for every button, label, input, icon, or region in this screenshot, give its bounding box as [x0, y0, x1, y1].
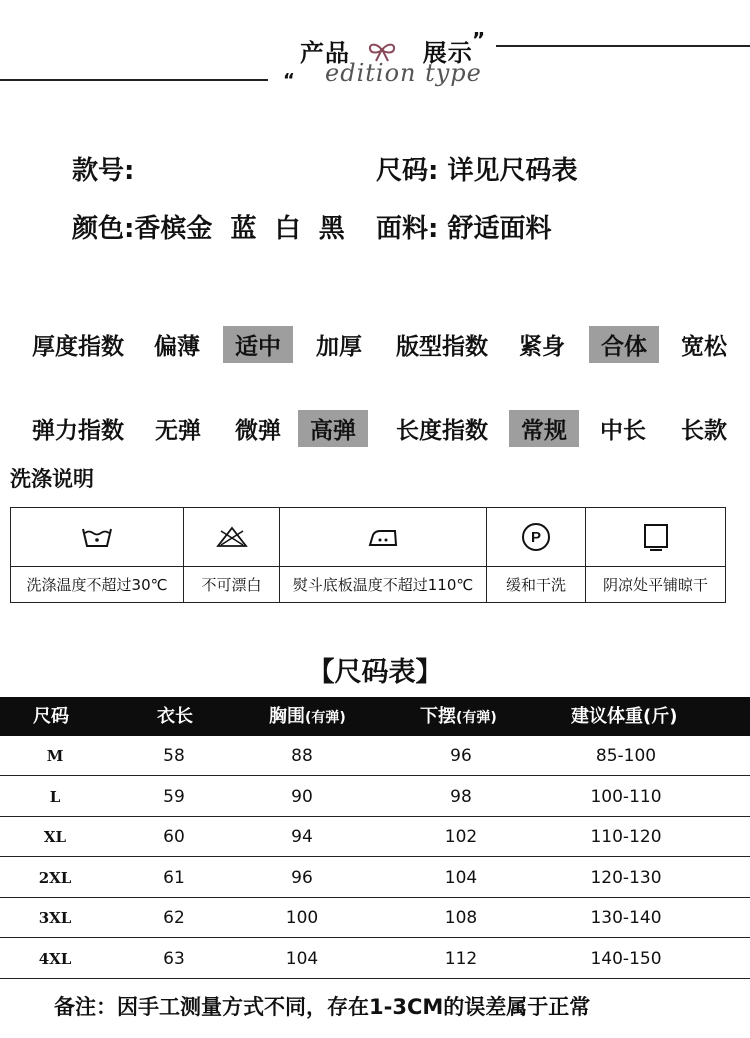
header-title-right: 展示	[422, 39, 473, 67]
cell-chest: 90	[291, 786, 313, 807]
care-title: 洗涤说明	[10, 467, 94, 491]
care-cell-wash	[11, 508, 184, 602]
table-row	[0, 817, 750, 857]
fabric-info	[376, 208, 551, 245]
cell-chest: 96	[291, 867, 313, 888]
table-row	[0, 736, 750, 776]
header-script-text: edition type	[325, 59, 482, 87]
fabric-info-label: 面料:	[376, 214, 439, 244]
size-info-value: 详见尺码表	[447, 156, 578, 186]
cell-size: 2XL	[38, 868, 72, 887]
cell-length: 62	[163, 908, 185, 928]
cell-size: 4XL	[38, 949, 72, 968]
header-hem	[420, 697, 497, 736]
hand-wash-icon	[11, 508, 183, 567]
color-info-label: 颜色:	[72, 214, 135, 244]
elasticity-option-none: 无弹	[155, 418, 201, 444]
size-table-header	[0, 697, 750, 736]
fit-option-slim: 紧身	[519, 334, 565, 360]
cell-length: 58	[163, 746, 185, 766]
elasticity-index-label: 弹力指数	[32, 418, 124, 444]
care-cell-bleach	[184, 508, 280, 602]
cell-length: 60	[163, 827, 185, 847]
color-info	[72, 208, 345, 245]
iron-icon	[280, 508, 486, 567]
header-size: 尺码	[33, 706, 69, 727]
color-info-value: 香槟金 蓝 白 黑	[134, 214, 345, 244]
care-label-dry: 阴凉处平铺晾干	[602, 576, 708, 594]
cell-chest: 104	[285, 948, 319, 969]
cell-hem: 112	[444, 948, 478, 969]
cell-length: 61	[163, 867, 185, 888]
header-hem-label: 下摆	[420, 706, 456, 727]
cell-chest: 94	[291, 827, 313, 847]
table-row	[0, 898, 750, 938]
header-rule-right	[496, 45, 750, 47]
thickness-option-thick: 加厚	[316, 334, 362, 360]
cell-hem: 108	[444, 908, 478, 928]
cell-hem: 98	[450, 786, 472, 807]
length-option-midi: 中长	[600, 418, 646, 444]
table-row	[0, 939, 750, 979]
size-table-title: 【尺码表】	[307, 657, 443, 688]
care-table	[10, 507, 726, 603]
length-option-regular-selected: 常规	[509, 410, 579, 447]
cell-chest: 88	[291, 746, 313, 766]
size-info-label: 尺码:	[376, 156, 439, 186]
svg-text:P: P	[530, 529, 542, 546]
dry-flat-shade-icon	[586, 508, 725, 567]
header-length: 衣长	[157, 706, 193, 727]
header-chest-label: 胸围	[269, 706, 305, 727]
thickness-option-thin: 偏薄	[154, 334, 200, 360]
care-label-dryclean: 缓和干洗	[505, 576, 566, 594]
cell-hem: 102	[444, 827, 478, 847]
thickness-option-medium-selected: 适中	[223, 326, 293, 363]
cell-size: XL	[43, 828, 67, 846]
size-info	[376, 150, 577, 187]
care-cell-dryclean	[487, 508, 586, 602]
care-label-iron: 熨斗底板温度不超过110℃	[292, 576, 474, 594]
thickness-index-label: 厚度指数	[32, 334, 124, 360]
elasticity-option-slight: 微弹	[235, 418, 281, 444]
cell-size: M	[46, 747, 64, 765]
header-chest	[269, 697, 346, 736]
header-chest-note: (有弹)	[305, 710, 346, 726]
cell-chest: 100	[285, 908, 319, 928]
quote-close: ”	[472, 28, 486, 52]
fit-option-loose: 宽松	[681, 334, 727, 360]
cell-weight: 140-150	[590, 948, 662, 969]
cell-weight: 100-110	[590, 786, 662, 807]
cell-hem: 104	[444, 867, 478, 888]
measurement-note: 备注：因手工测量方式不同，存在1-3CM的误差属于正常	[54, 995, 591, 1019]
fabric-info-value: 舒适面料	[447, 214, 552, 244]
header-title-left: 产品	[300, 39, 350, 67]
length-option-long: 长款	[681, 418, 727, 444]
cell-weight: 85-100	[595, 746, 657, 766]
length-index-label: 长度指数	[396, 418, 488, 444]
cell-length: 59	[163, 786, 185, 807]
fit-index-label: 版型指数	[396, 334, 488, 360]
cell-weight: 120-130	[590, 867, 662, 888]
fit-option-regular-selected: 合体	[589, 326, 659, 363]
care-label-bleach: 不可漂白	[201, 576, 262, 594]
elasticity-option-high-selected: 高弹	[298, 410, 368, 447]
no-bleach-icon	[184, 508, 279, 567]
quote-open: “	[283, 70, 295, 91]
cell-weight: 130-140	[590, 908, 662, 928]
care-cell-dry	[586, 508, 725, 602]
dry-clean-icon	[487, 508, 585, 567]
table-row	[0, 858, 750, 898]
header-weight: 建议体重(斤)	[571, 706, 678, 727]
care-cell-iron	[280, 508, 487, 602]
care-label-wash: 洗涤温度不超过30℃	[26, 576, 168, 594]
table-row	[0, 777, 750, 817]
style-number-label: 款号:	[72, 156, 135, 186]
cell-length: 63	[163, 948, 185, 969]
cell-size: 3XL	[38, 909, 72, 927]
header-rule-left	[0, 79, 268, 81]
cell-hem: 96	[450, 746, 472, 766]
cell-weight: 110-120	[590, 827, 662, 847]
cell-size: L	[49, 787, 61, 806]
header-hem-note: (有弹)	[456, 710, 497, 726]
